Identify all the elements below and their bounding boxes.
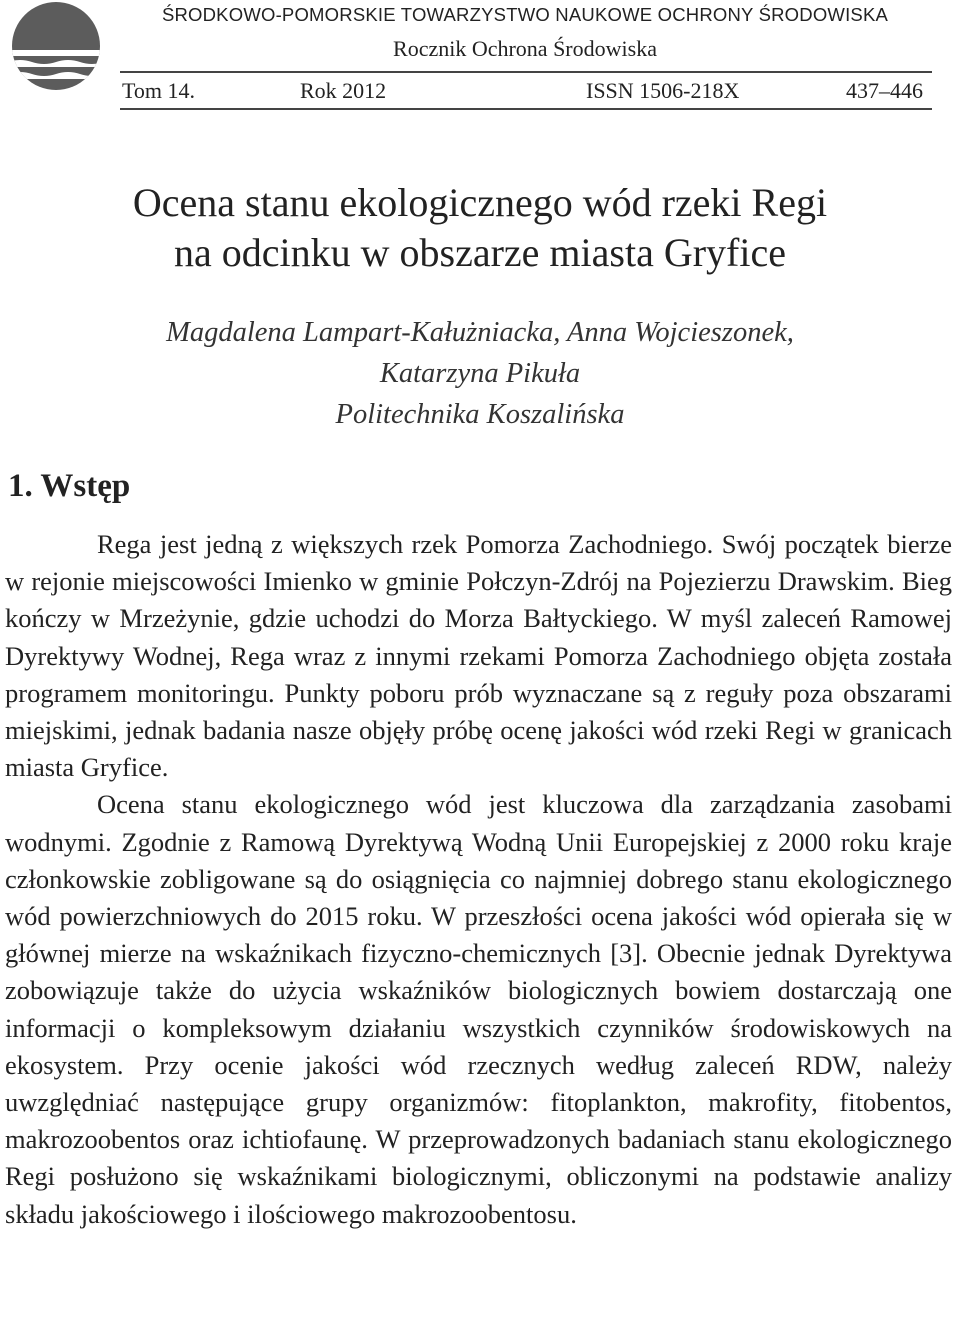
header-rule — [120, 108, 932, 110]
authors-line: Katarzyna Pikuła — [379, 358, 581, 389]
article-title — [0, 178, 960, 278]
society-name: ŚRODKOWO-POMORSKIE TOWARZYSTWO NAUKOWE OCHRONY ŚRODOWISKA — [161, 4, 889, 25]
section-heading: 1. Wstęp — [8, 468, 131, 504]
society-logo-icon — [8, 0, 108, 100]
page-range: 437–446 — [846, 78, 923, 103]
header-rule — [120, 71, 932, 73]
paragraph: Ocena stanu ekologicznego wód jest kluczowa dla zarządzania zasobami wodnymi. Zgodnie z Ramową Dyrektywą Wodną Unii Europejskiej z 2000 roku kraje członkowskie zobligowane są do osiągnięcia co najmniej dobrego stanu ekologicznego wód powierzchniowych do 2015 roku. W przeszłości ocena jakości wód opierała się w głównej mierze na wskaźnikach fizyczno-chemicznych [3]. Obecnie jednak Dyrektywa zobowiązuje także do użycia wskaźników biologicznych bowiem dostarczają one informacji o kompleksowym działaniu wszystkich czynników środowiskowych na ekosystem. Przy ocenie jakości wód rzecznych według zaleceń RDW, należy uwzględniać następujące grupy organizmów: fitoplankton, makrofity, fitobentos, makrozoobentos oraz ichtiofaunę. W przeprowadzonych badaniach stanu ekologicznego Regi posłużono się wskaźnikami biologicznymi, obliczonymi na podstawie analizy składu jakościowego i ilościowego makrozoobentosu. — [5, 789, 952, 1229]
author-block — [0, 312, 960, 435]
paragraph: Rega jest jedną z większych rzek Pomorza Zachodniego. Swój początek bierze w rejonie miejscowości Imienko w gminie Połczyn-Zdrój na Pojezierzu Drawskim. Bieg kończy w Mrzeżynie, gdzie uchodzi do Morza Bałtyckiego. W myśl zaleceń Ramowej Dyrektywy Wodnej, Rega wraz z innymi rzekami Pomorza Zachodniego objęta została programem monitoringu. Punkty poboru prób wyznaczane są z reguły poza obszarami miejskimi, jednak badania nasze objęły próbę ocenę jakości wód rzeki Regi w granicach miasta Gryfice. — [5, 529, 952, 783]
journal-name: Rocznik Ochrona Środowiska — [393, 36, 657, 61]
affiliation: Politechnika Koszalińska — [335, 399, 625, 430]
issn-label: ISSN 1506-218X — [586, 78, 740, 103]
body-text — [5, 526, 952, 1233]
volume-label: Tom 14. — [122, 78, 196, 103]
title-line: Ocena stanu ekologicznego wód rzeki Regi — [132, 180, 828, 225]
authors-line: Magdalena Lampart-Kałużniacka, Anna Wojcieszonek, — [166, 317, 794, 348]
year-label: Rok 2012 — [300, 78, 387, 103]
title-line: na odcinku w obszarze miasta Gryfice — [174, 230, 786, 275]
